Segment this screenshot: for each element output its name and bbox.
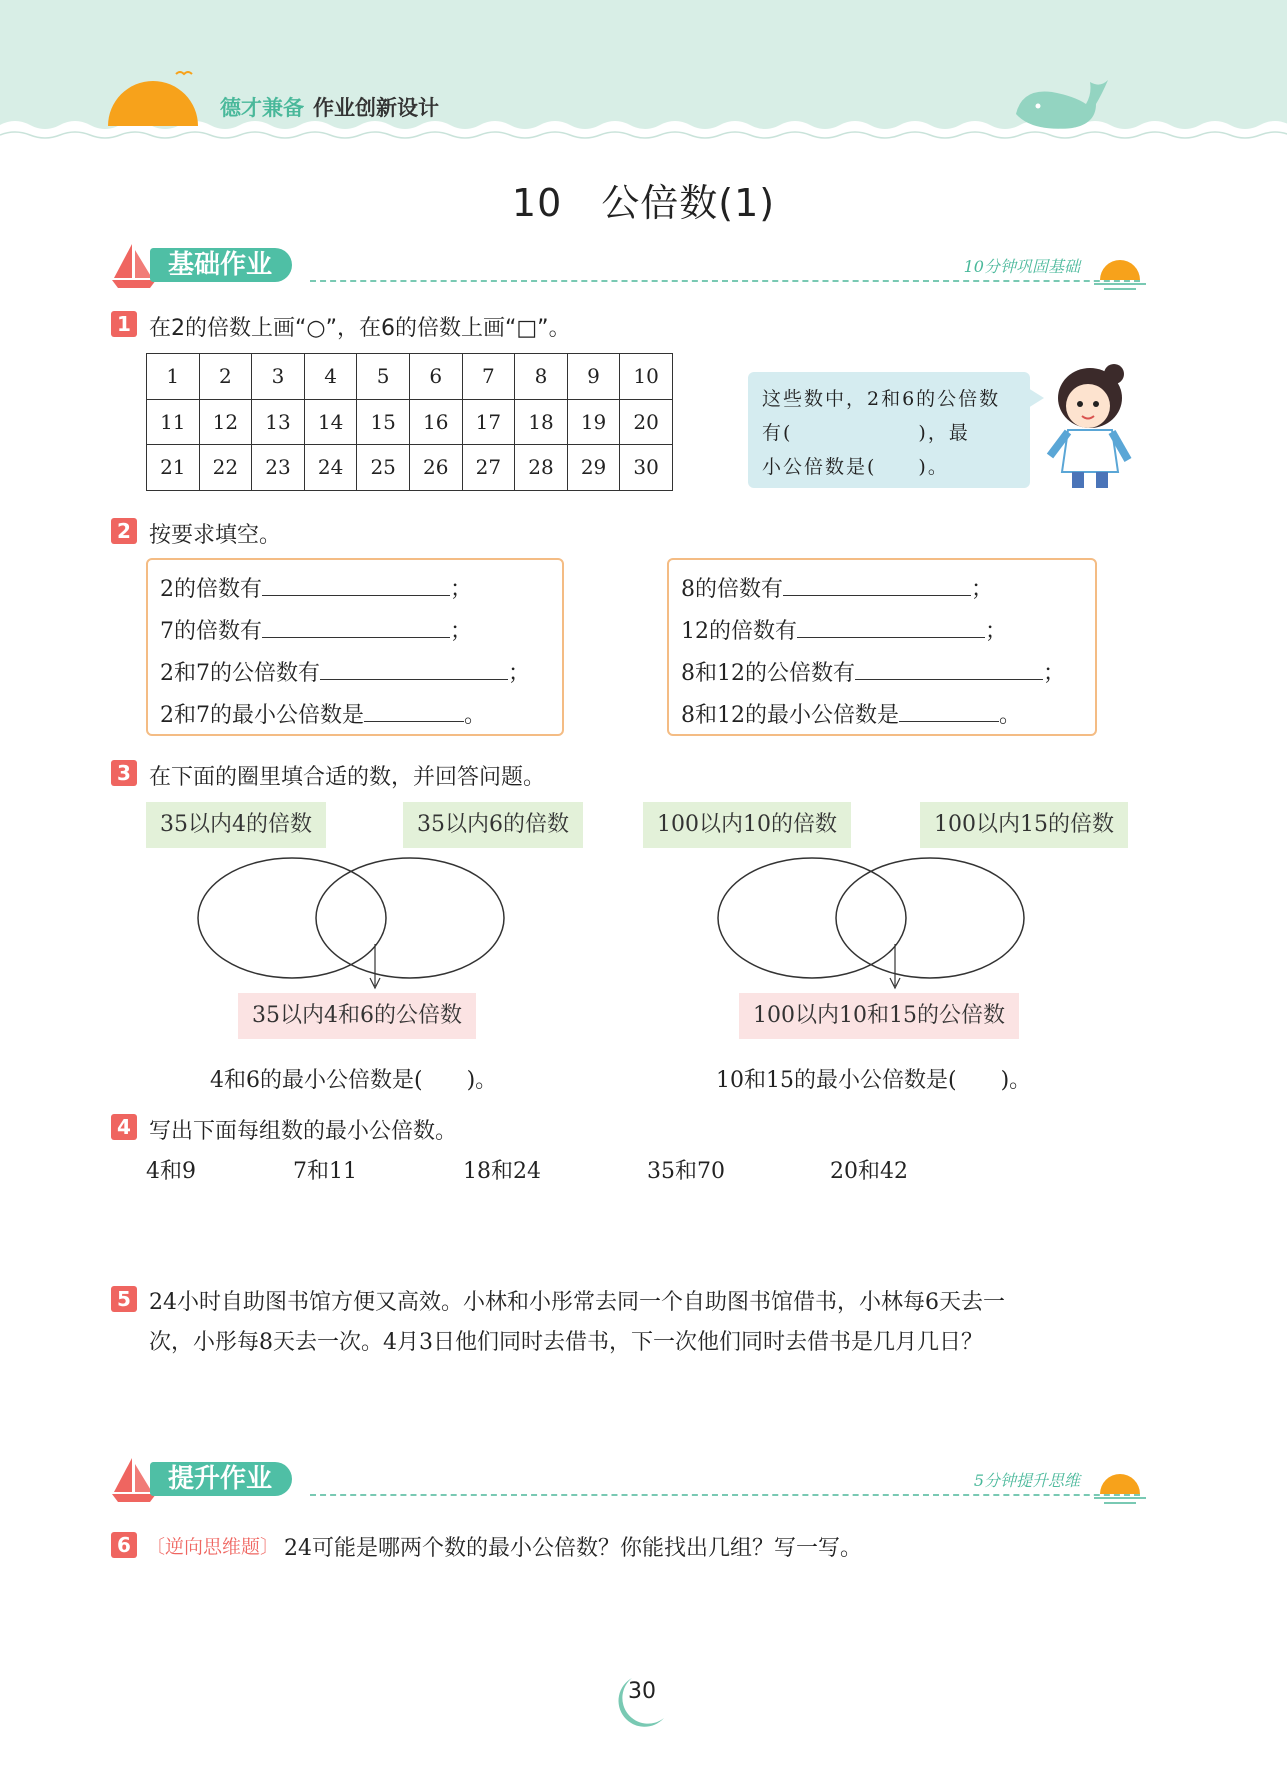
q6-badge: 6 — [111, 1532, 137, 1558]
venn-right-circle-a[interactable] — [718, 858, 906, 978]
venn-right-set-a-label: 100以内10的倍数 — [643, 802, 851, 848]
q2-left-label-1: 2的倍数有 — [160, 577, 262, 602]
brand-highlight: 德才兼备 — [220, 96, 304, 120]
grid-cell[interactable]: 3 — [252, 354, 305, 400]
lcm-pair: 35和70 — [647, 1159, 725, 1184]
punct: ； — [971, 577, 994, 602]
q4-badge: 4 — [111, 1114, 137, 1140]
brand-text: 作业创新设计 — [313, 96, 439, 120]
girl-character-icon — [1040, 360, 1140, 490]
grid-cell[interactable]: 25 — [357, 445, 410, 491]
q2-right-line-2 — [681, 614, 1007, 645]
hint-line-3: 小公倍数是( )。 — [762, 456, 949, 478]
grid-cell[interactable]: 4 — [304, 354, 357, 400]
venn-right-question: 10和15的最小公倍数是( )。 — [716, 1068, 1032, 1093]
q2-right-label-4: 8和12的最小公倍数是 — [681, 703, 899, 728]
venn-left-diagram — [196, 856, 556, 996]
grid-cell[interactable]: 17 — [462, 399, 515, 445]
page-title: 10 公倍数(1) — [511, 181, 776, 225]
section-basic-label: 基础作业 — [150, 248, 292, 282]
q2-badge: 2 — [111, 518, 137, 544]
punct: 。 — [999, 703, 1022, 728]
section-divider — [310, 1494, 1140, 1496]
venn-right-common-label: 100以内10和15的公倍数 — [739, 993, 1019, 1039]
q2-left-line-2 — [160, 614, 472, 645]
q2-right-line-3 — [681, 656, 1065, 687]
answer-blank[interactable] — [783, 575, 971, 596]
q2-right-label-2: 12的倍数有 — [681, 619, 797, 644]
q2-left-line-3 — [160, 656, 530, 687]
grid-cell[interactable]: 21 — [147, 445, 200, 491]
grid-cell[interactable]: 15 — [357, 399, 410, 445]
grid-cell[interactable]: 19 — [567, 399, 620, 445]
hint-bubble — [748, 372, 1030, 488]
number-grid — [146, 353, 673, 491]
grid-cell[interactable]: 9 — [567, 354, 620, 400]
grid-cell[interactable]: 7 — [462, 354, 515, 400]
venn-right-set-b-label: 100以内15的倍数 — [920, 802, 1128, 848]
grid-cell[interactable]: 29 — [567, 445, 620, 491]
grid-cell[interactable]: 11 — [147, 399, 200, 445]
grid-cell[interactable]: 2 — [199, 354, 252, 400]
grid-row — [147, 399, 673, 445]
grid-row — [147, 354, 673, 400]
venn-left-circle-b[interactable] — [316, 858, 504, 978]
venn-right-diagram — [716, 856, 1076, 996]
q3-text: 在下面的圈里填合适的数，并回答问题。 — [149, 765, 546, 790]
grid-cell[interactable]: 26 — [409, 445, 462, 491]
answer-blank[interactable] — [262, 575, 450, 596]
grid-cell[interactable]: 27 — [462, 445, 515, 491]
punct: ； — [450, 577, 473, 602]
punct: ； — [450, 619, 473, 644]
grid-cell[interactable]: 13 — [252, 399, 305, 445]
punct: 。 — [464, 703, 487, 728]
section-basic-header — [110, 242, 1150, 292]
hint-line-2: 有( )，最 — [762, 422, 970, 444]
sunset-icon — [1090, 246, 1150, 292]
punct: ； — [1043, 661, 1066, 686]
q2-left-line-1 — [160, 572, 472, 603]
answer-blank[interactable] — [364, 701, 464, 722]
whale-icon — [1012, 74, 1112, 134]
lcm-pair: 4和9 — [146, 1159, 196, 1184]
page-number: 30 — [628, 1679, 656, 1704]
venn-left-common-label: 35以内4和6的公倍数 — [238, 993, 476, 1039]
punct: ； — [508, 661, 531, 686]
answer-blank[interactable] — [262, 617, 450, 638]
answer-blank[interactable] — [855, 659, 1043, 680]
answer-blank[interactable] — [899, 701, 999, 722]
grid-cell[interactable]: 22 — [199, 445, 252, 491]
section-advanced-header — [110, 1456, 1150, 1506]
q2-left-label-2: 7的倍数有 — [160, 619, 262, 644]
grid-cell[interactable]: 8 — [515, 354, 568, 400]
q6-text: 24可能是哪两个数的最小公倍数？你能找出几组？写一写。 — [284, 1536, 862, 1561]
sunset-icon — [1090, 1460, 1150, 1506]
grid-cell[interactable]: 10 — [620, 354, 673, 400]
venn-right-circle-b[interactable] — [836, 858, 1024, 978]
grid-cell[interactable]: 14 — [304, 399, 357, 445]
q1-text: 在2的倍数上画“○”，在6的倍数上画“□”。 — [149, 316, 571, 341]
q2-left-label-4: 2和7的最小公倍数是 — [160, 703, 364, 728]
grid-cell[interactable]: 18 — [515, 399, 568, 445]
section-basic-note: 10分钟巩固基础 — [963, 257, 1080, 276]
section-divider — [310, 280, 1140, 282]
q2-left-box — [146, 558, 564, 736]
grid-row — [147, 445, 673, 491]
lcm-pair: 18和24 — [463, 1159, 541, 1184]
grid-cell[interactable]: 28 — [515, 445, 568, 491]
q2-right-box — [667, 558, 1097, 736]
q1-badge: 1 — [111, 311, 137, 337]
sun-icon — [106, 68, 200, 128]
q2-right-line-4 — [681, 698, 1021, 729]
q5-badge: 5 — [111, 1286, 137, 1312]
q5-line-2: 次，小彤每8天去一次。4月3日他们同时去借书，下一次他们同时去借书是几月几日？ — [149, 1330, 983, 1355]
section-advanced-label: 提升作业 — [150, 1462, 292, 1496]
q2-left-line-4 — [160, 698, 486, 729]
grid-cell[interactable]: 30 — [620, 445, 673, 491]
answer-blank[interactable] — [320, 659, 508, 680]
lcm-pair: 20和42 — [830, 1159, 908, 1184]
q2-text: 按要求填空。 — [149, 523, 282, 548]
grid-cell[interactable]: 16 — [409, 399, 462, 445]
q4-text: 写出下面每组数的最小公倍数。 — [149, 1119, 458, 1144]
answer-blank[interactable] — [797, 617, 985, 638]
q2-right-line-1 — [681, 572, 993, 603]
grid-cell[interactable]: 1 — [147, 354, 200, 400]
q2-right-label-1: 8的倍数有 — [681, 577, 783, 602]
venn-left-set-b-label: 35以内6的倍数 — [403, 802, 583, 848]
punct: ； — [985, 619, 1008, 644]
grid-cell[interactable]: 24 — [304, 445, 357, 491]
q2-left-label-3: 2和7的公倍数有 — [160, 661, 320, 686]
q2-right-label-3: 8和12的公倍数有 — [681, 661, 855, 686]
grid-cell[interactable]: 23 — [252, 445, 305, 491]
grid-cell[interactable]: 5 — [357, 354, 410, 400]
q6-tag: 〔逆向思维题〕 — [146, 1536, 280, 1558]
grid-cell[interactable]: 6 — [409, 354, 462, 400]
venn-left-question: 4和6的最小公倍数是( )。 — [210, 1068, 498, 1093]
grid-cell[interactable]: 20 — [620, 399, 673, 445]
grid-cell[interactable]: 12 — [199, 399, 252, 445]
q3-badge: 3 — [111, 760, 137, 786]
venn-left-set-a-label: 35以内4的倍数 — [146, 802, 326, 848]
hint-line-1: 这些数中，2和6的公倍数 — [762, 388, 1001, 410]
section-advanced-note: 5分钟提升思维 — [973, 1471, 1080, 1490]
venn-left-circle-a[interactable] — [198, 858, 386, 978]
lcm-pair: 7和11 — [293, 1159, 357, 1184]
q5-line-1: 24小时自助图书馆方便又高效。小林和小彤常去同一个自助图书馆借书，小林每6天去一 — [149, 1290, 1005, 1315]
